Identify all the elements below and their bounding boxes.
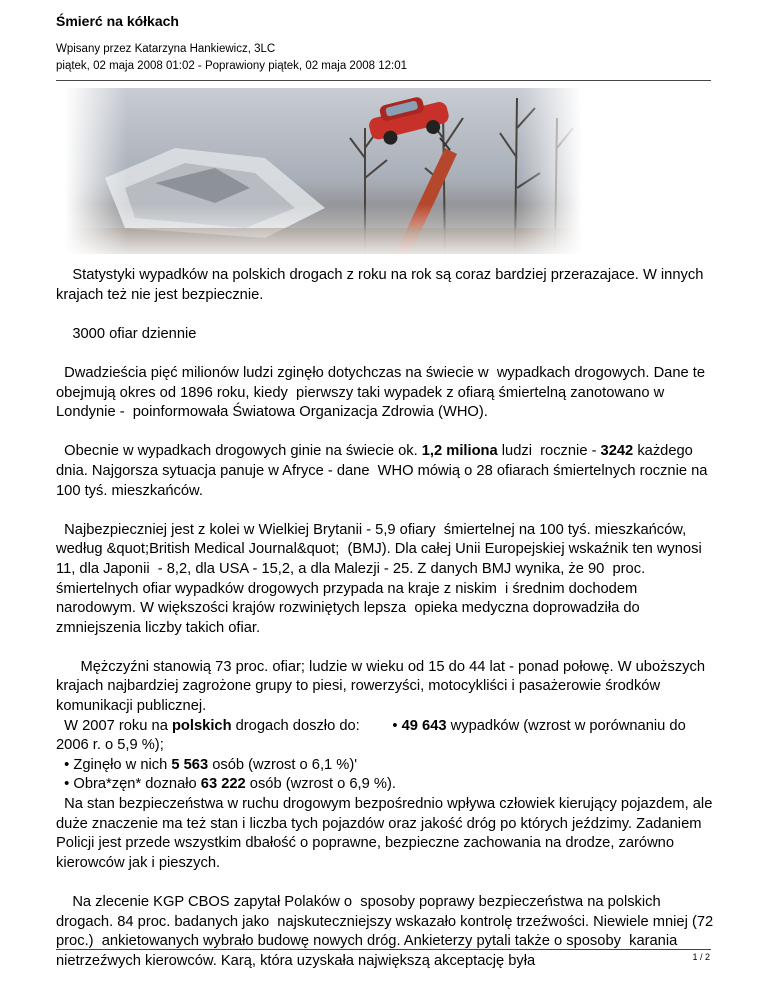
bold-figure: 63 222 bbox=[200, 776, 246, 793]
paragraph: Statystyki wypadków na polskich drogach z roku na rok są coraz bardziej przerazajace. W innych krajach też nie jest bezpiecznie. bbox=[56, 267, 708, 303]
paragraph: Na zlecenie KGP CBOS zapytał Polaków o sposoby poprawy bezpieczeństwa na polskich drogach. 84 proc. badanych jako najskuteczniejszy wskazało kontrolę trzeźwości. Niewiele mniej (72 proc.) ankietowanych wybrało budowę nowych dróg. Ankieterzy pytali także o sposoby karania nietrzeźwych kierowców. Karą, która uzyskała największą akceptację była bbox=[56, 894, 718, 969]
paragraph: Najbezpieczniej jest z kolei w Wielkiej Brytanii - 5,9 ofiary śmiertelnej na 100 tyś. mieszkańców, według &quot;British Medical Journal&quot; (BMJ). Dla całej Unii Europejskiej wskaźnik ten wynosi 11, dla Japonii - 8,2, dla USA - 15,2, a dla Malezji - 25. Z danych BMJ wynika, że 90 proc. śmiertelnych ofiar wypadków drogowych przypada na kraje z niskim i średnim dochodem narodowym. W większości krajów rozwiniętych lepsza opieka medyczna doprowadziła do zmniejszenia liczby takich ofiar. bbox=[56, 521, 706, 636]
author-line: Wpisany przez Katarzyna Hankiewicz, 3LC bbox=[56, 43, 276, 55]
bold-figure: 49 643 bbox=[401, 717, 447, 734]
paragraph bbox=[56, 756, 716, 776]
text: osób (wzrost o 6,9 %). bbox=[245, 776, 396, 793]
bold-figure: 3242 bbox=[600, 443, 634, 460]
text: ludzi rocznie - bbox=[497, 443, 601, 460]
text: Obecnie w wypadkach drogowych ginie na świecie ok. bbox=[56, 443, 422, 460]
paragraph: 3000 ofiar dziennie bbox=[56, 325, 197, 342]
paragraph: Mężczyźni stanowią 73 proc. ofiar; ludzie w wieku od 15 do 44 lat - ponad połowę. W uboższych krajach najbardziej zagrożone grupy to piesi, rowerzyści, motocykliści i pasażerowie środków komunikacji publicznej. bbox=[56, 658, 710, 715]
text: W 2007 roku na bbox=[56, 717, 172, 734]
article-body bbox=[56, 266, 716, 971]
bold-figure: 5 563 bbox=[171, 756, 209, 773]
text: • Zginęło w nich bbox=[56, 756, 172, 773]
bold-word: polskich bbox=[171, 717, 232, 734]
text: każdego dnia. Najgorsza sytuacja panuje w Afryce - dane WHO mówią o 28 ofiarach śmiertelnych rocznie na 100 tyś. mieszkańców. bbox=[56, 443, 712, 499]
text: wypadków (wzrost w porównaniu do 2006 r. o 5,9 %); bbox=[56, 717, 690, 754]
text: osób (wzrost o 6,1 %)' bbox=[208, 756, 358, 773]
text: • Obra*zęn* doznało bbox=[56, 776, 201, 793]
paragraph bbox=[56, 775, 716, 795]
date-line: piątek, 02 maja 2008 01:02 - Poprawiony piątek, 02 maja 2008 12:01 bbox=[56, 60, 407, 72]
article-title: Śmierć na kółkach bbox=[56, 13, 179, 29]
paragraph: Na stan bezpieczeństwa w ruchu drogowym bezpośrednio wpływa człowiek kierujący pojazdem, ale duże znaczenie ma też stan i liczba tych pojazdów oraz jakość dróg po których jeździmy. Zadaniem Policji jest przede wszystkim dbałość o poprawne, bezpieczne zachowania na drodze, zarówno kierowców jak i pieszych. bbox=[56, 796, 717, 871]
paragraph: Dwadzieścia pięć milionów ludzi zginęło dotychczas na świecie w wypadkach drogowych. Dane te obejmują okres od 1896 roku, kiedy pierwszy taki wypadek z ofiarą śmiertelną zanotowano w Londynie - poinformowała Światowa Organizacja Zdrowia (WHO). bbox=[56, 364, 710, 421]
header-divider bbox=[56, 80, 711, 81]
crash-photo bbox=[65, 88, 582, 254]
paragraph bbox=[56, 442, 716, 501]
footer-divider bbox=[56, 949, 711, 950]
paragraph bbox=[56, 717, 716, 756]
page-number: 1 / 2 bbox=[692, 952, 710, 962]
text: drogach doszło do: • bbox=[231, 717, 402, 734]
bold-figure: 1,2 miliona bbox=[421, 443, 498, 460]
